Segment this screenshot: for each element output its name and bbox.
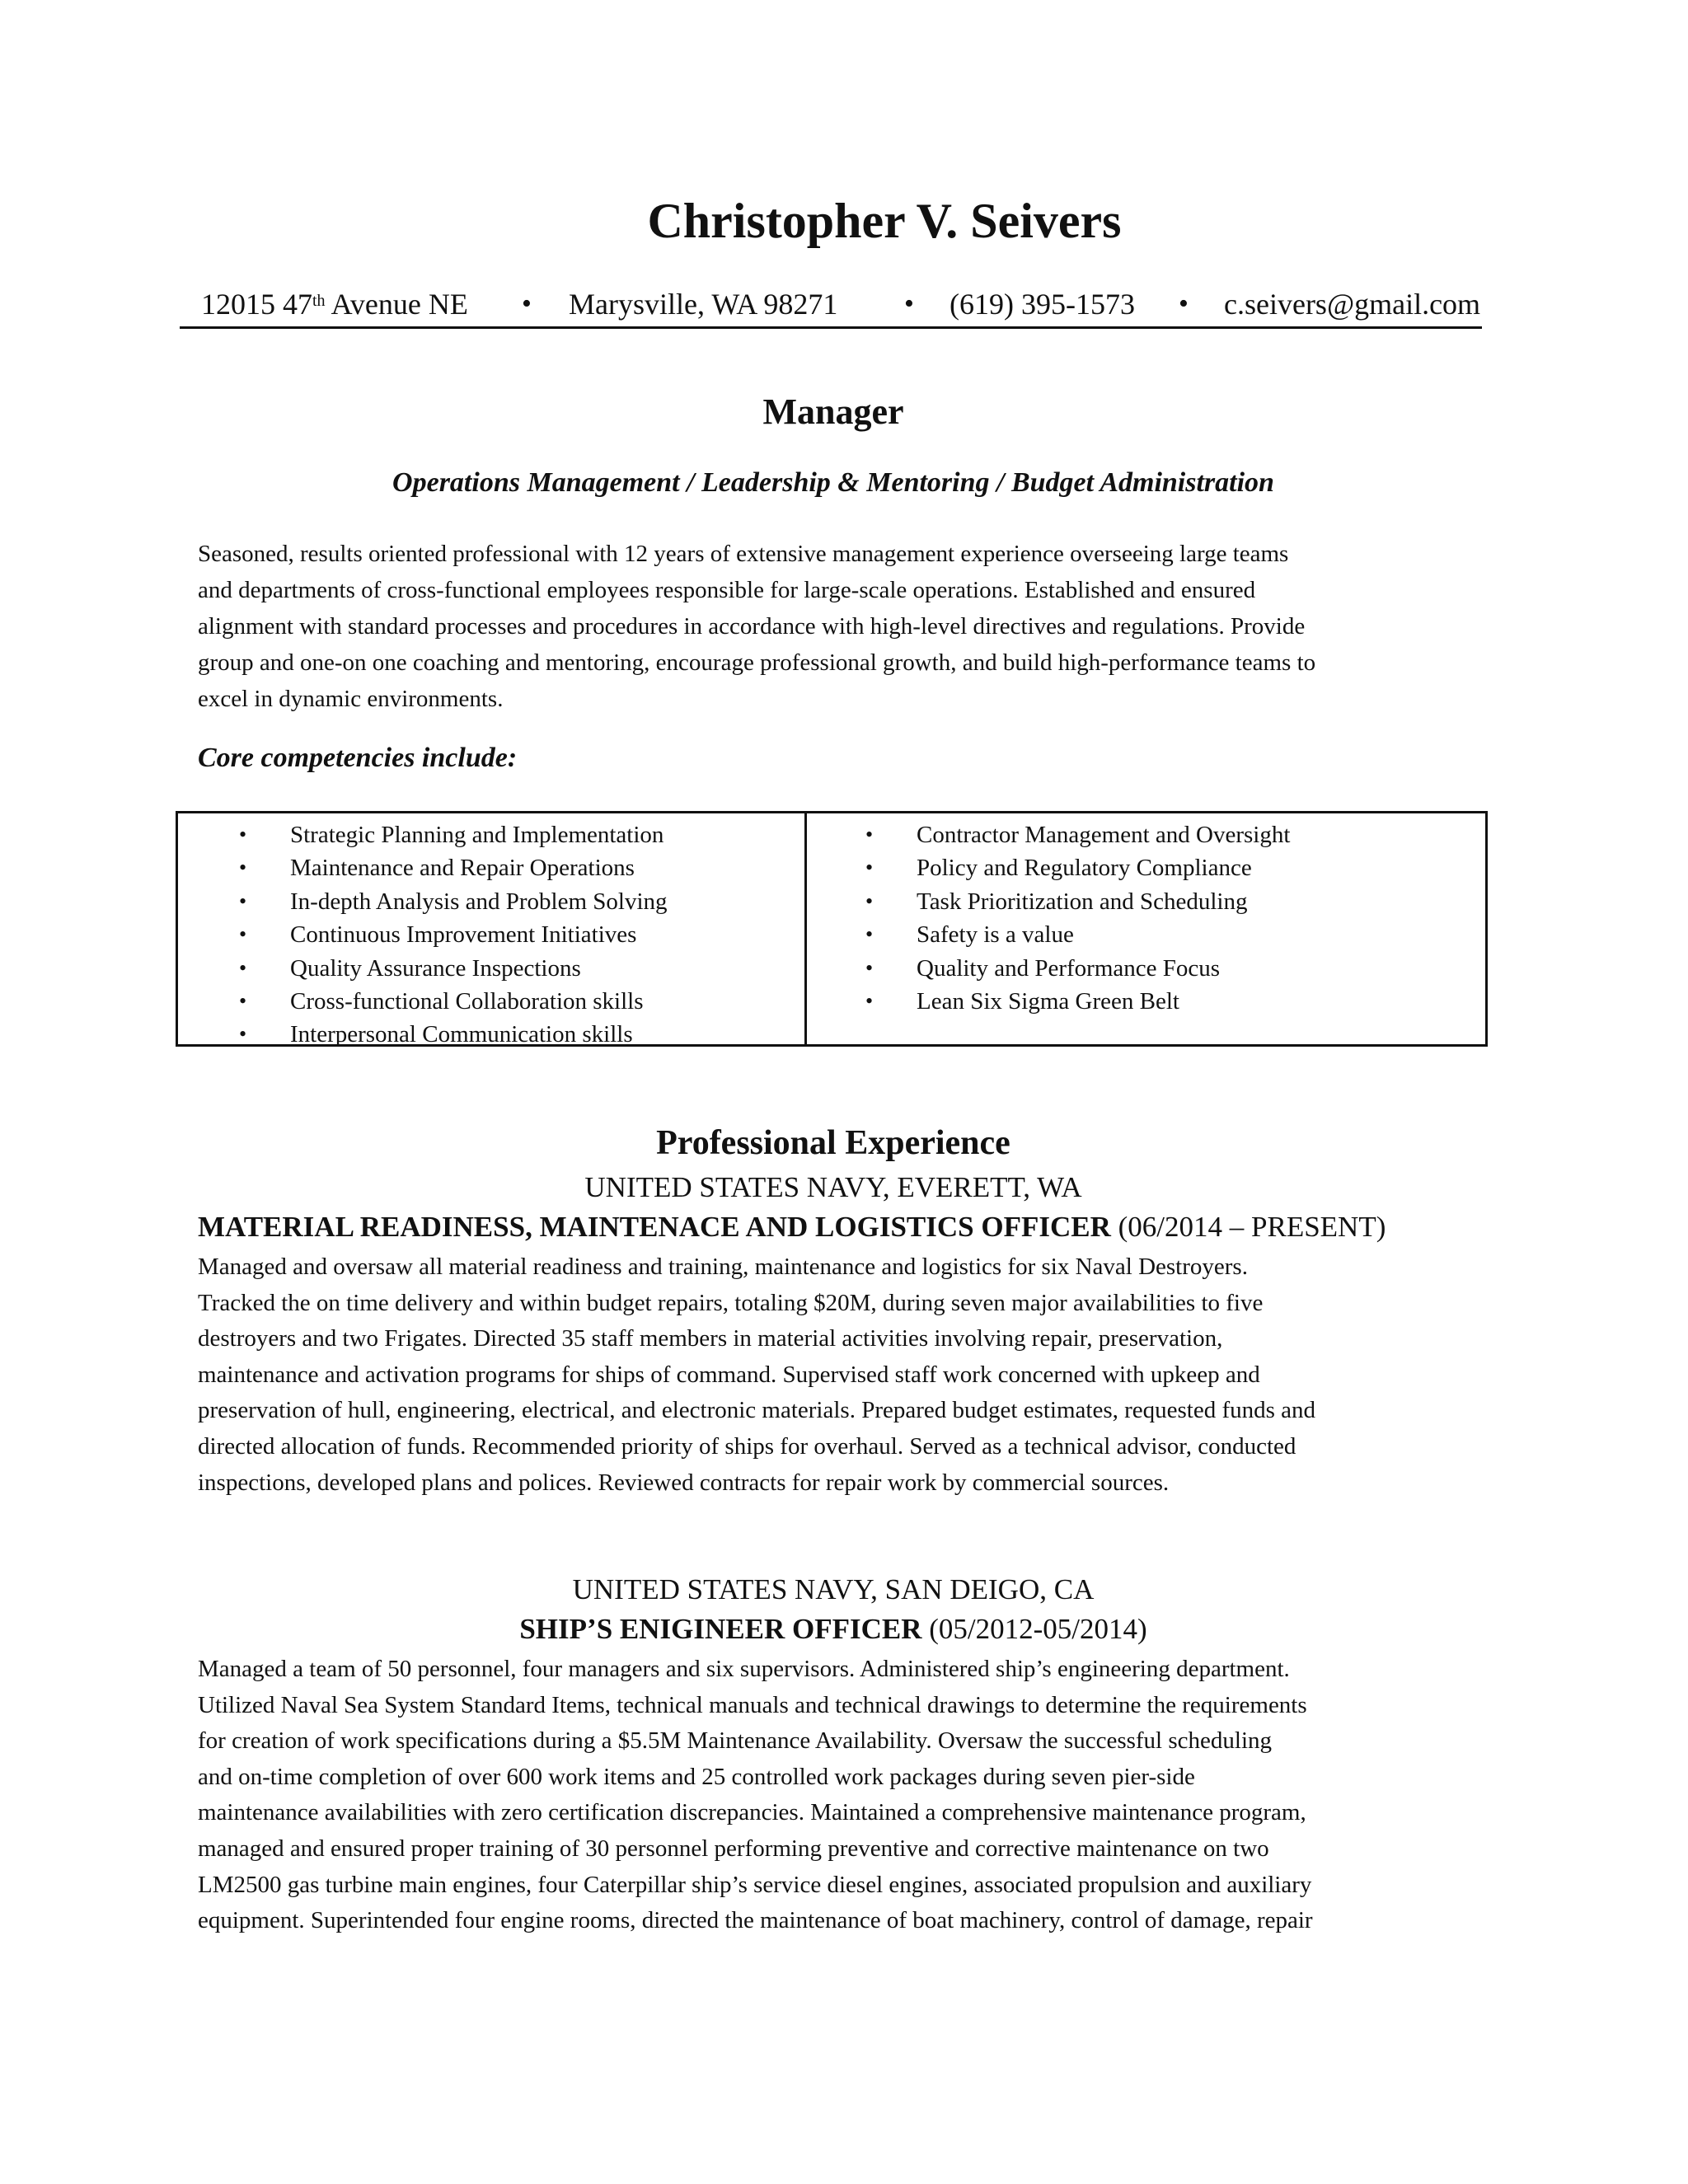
- competency-label: In-depth Analysis and Problem Solving: [290, 888, 668, 915]
- competency-item: [178, 918, 804, 951]
- summary-line: group and one-on one coaching and mentoring, encourage professional growth, and build high-performance teams to: [198, 649, 1316, 676]
- contact-line: [180, 282, 1482, 326]
- job-dates: (06/2014 – PRESENT): [1110, 1211, 1386, 1243]
- competency-label: Continuous Improvement Initiatives: [290, 921, 637, 949]
- summary-line: and departments of cross-functional employees responsible for large-scale operations. Established and ensured: [198, 577, 1256, 603]
- bullet-icon: •: [239, 855, 247, 880]
- email-link[interactable]: c.seivers@gmail.com: [1224, 288, 1481, 321]
- city-state-zip: Marysville, WA 98271: [569, 288, 838, 321]
- bullet-icon: •: [865, 855, 874, 880]
- bullet-icon: •: [865, 922, 874, 947]
- bullet-icon: •: [239, 1022, 247, 1047]
- bullet-icon: •: [239, 989, 247, 1014]
- description-line: Managed and oversaw all material readiness and training, maintenance and logistics for six Naval Destroyers.: [198, 1254, 1248, 1280]
- competency-item: [804, 918, 1480, 951]
- competency-label: Policy and Regulatory Compliance: [917, 855, 1252, 882]
- competency-item: [178, 818, 804, 851]
- competency-item: [178, 952, 804, 985]
- competencies-heading: Core competencies include:: [198, 743, 518, 773]
- competencies-left-column: [178, 818, 804, 1052]
- phone-number: (619) 395-1573: [950, 288, 1135, 321]
- bullet-icon: •: [239, 922, 247, 947]
- description-line: Managed a team of 50 personnel, four managers and six supervisors. Administered ship’s engineering department.: [198, 1656, 1290, 1682]
- description-line: Tracked the on time delivery and within budget repairs, totaling $20M, during seven major availabilities to five: [198, 1289, 1264, 1316]
- job-dates: (05/2012-05/2014): [921, 1613, 1147, 1645]
- bullet-icon: •: [239, 888, 247, 913]
- competency-label: Cross-functional Collaboration skills: [290, 988, 644, 1015]
- description-line: inspections, developed plans and polices. Reviewed contracts for repair work by commercial sources.: [198, 1469, 1170, 1496]
- job-description: [198, 1652, 1500, 1939]
- competency-label: Interpersonal Communication skills: [290, 1021, 633, 1048]
- bullet-icon: •: [865, 989, 874, 1014]
- address-ordinal-suffix: th: [312, 292, 326, 310]
- description-line: Utilized Naval Sea System Standard Items, technical manuals and technical drawings to determine the requirements: [198, 1691, 1307, 1718]
- description-line: directed allocation of funds. Recommended priority of ships for overhaul. Served as a technical advisor, conducted: [198, 1432, 1296, 1460]
- competency-item: [178, 851, 804, 884]
- competencies-table: [176, 811, 1488, 1047]
- competency-label: Quality Assurance Inspections: [290, 954, 581, 982]
- competency-label: Strategic Planning and Implementation: [290, 822, 664, 848]
- competency-label: Lean Six Sigma Green Belt: [917, 988, 1179, 1015]
- description-line: preservation of hull, engineering, electrical, and electronic materials. Prepared budget estimates, requested funds and: [198, 1397, 1316, 1424]
- bullet-icon: •: [239, 955, 247, 980]
- description-line: equipment. Superintended four engine rooms, directed the maintenance of boat machinery, control of damage, repair: [198, 1907, 1313, 1934]
- job-description: [198, 1249, 1500, 1501]
- professional-summary: [198, 536, 1484, 717]
- competency-item: [804, 851, 1480, 884]
- job-role: MATERIAL READINESS, MAINTENACE AND LOGISTICS OFFICER: [198, 1211, 1111, 1243]
- experience-section-title: Professional Experience: [656, 1124, 1010, 1162]
- bullet-icon: •: [865, 955, 874, 980]
- competency-label: Contractor Management and Oversight: [917, 822, 1291, 848]
- competency-item: [804, 818, 1480, 851]
- summary-line: Seasoned, results oriented professional with 12 years of extensive management experience overseeing large teams: [198, 541, 1289, 567]
- competency-item: [804, 885, 1480, 918]
- competency-item: [804, 952, 1480, 985]
- address-street: Avenue NE: [325, 288, 468, 321]
- job-title: [0, 1610, 1667, 1648]
- competency-label: Maintenance and Repair Operations: [290, 855, 635, 882]
- job-title: [198, 1208, 1386, 1246]
- competency-item: [804, 985, 1480, 1018]
- description-line: for creation of work specifications during a $5.5M Maintenance Availability. Oversaw the successful scheduling: [198, 1727, 1273, 1755]
- header-divider: [180, 326, 1482, 329]
- competency-item: [178, 985, 804, 1018]
- bullet-icon: •: [865, 888, 874, 913]
- candidate-name: Christopher V. Seivers: [647, 194, 1122, 248]
- job-role: SHIP’S ENIGINEER OFFICER: [519, 1613, 922, 1645]
- description-line: LM2500 gas turbine main engines, four Caterpillar ship’s service diesel engines, associated propulsion and auxiliary: [198, 1871, 1312, 1898]
- bullet-icon: •: [865, 823, 874, 846]
- competency-label: Task Prioritization and Scheduling: [917, 888, 1248, 915]
- description-line: destroyers and two Frigates. Directed 35 staff members in material activities involving repair, preservation,: [198, 1325, 1223, 1352]
- address: [201, 282, 468, 326]
- summary-line: excel in dynamic environments.: [198, 686, 504, 712]
- headline-title: Manager: [762, 391, 904, 432]
- competency-item: [178, 1018, 804, 1051]
- description-line: maintenance availabilities with zero certification discrepancies. Maintained a comprehensive maintenance program,: [198, 1799, 1306, 1826]
- competency-item: [178, 885, 804, 918]
- description-line: maintenance and activation programs for ships of command. Supervised staff work concerned with upkeep and: [198, 1361, 1260, 1388]
- separator-bullet-icon: •: [1179, 288, 1189, 319]
- job-employer: UNITED STATES NAVY, EVERETT, WA: [584, 1171, 1082, 1203]
- description-line: managed and ensured proper training of 30 personnel performing preventive and corrective maintenance on two: [198, 1835, 1269, 1862]
- description-line: and on-time completion of over 600 work items and 25 controlled work packages during seven pier-side: [198, 1763, 1195, 1790]
- competency-label: Safety is a value: [917, 921, 1074, 949]
- bullet-icon: •: [239, 823, 247, 846]
- summary-line: alignment with standard processes and procedures in accordance with high-level directives and regulations. Provide: [198, 613, 1306, 640]
- address-number: 12015 47: [201, 288, 312, 321]
- tagline: Operations Management / Leadership & Mentoring / Budget Administration: [392, 467, 1274, 498]
- job-employer: UNITED STATES NAVY, SAN DEIGO, CA: [572, 1573, 1095, 1605]
- competency-label: Quality and Performance Focus: [917, 954, 1221, 982]
- separator-bullet-icon: •: [904, 288, 914, 319]
- separator-bullet-icon: •: [522, 288, 532, 319]
- competencies-right-column: [804, 818, 1480, 1018]
